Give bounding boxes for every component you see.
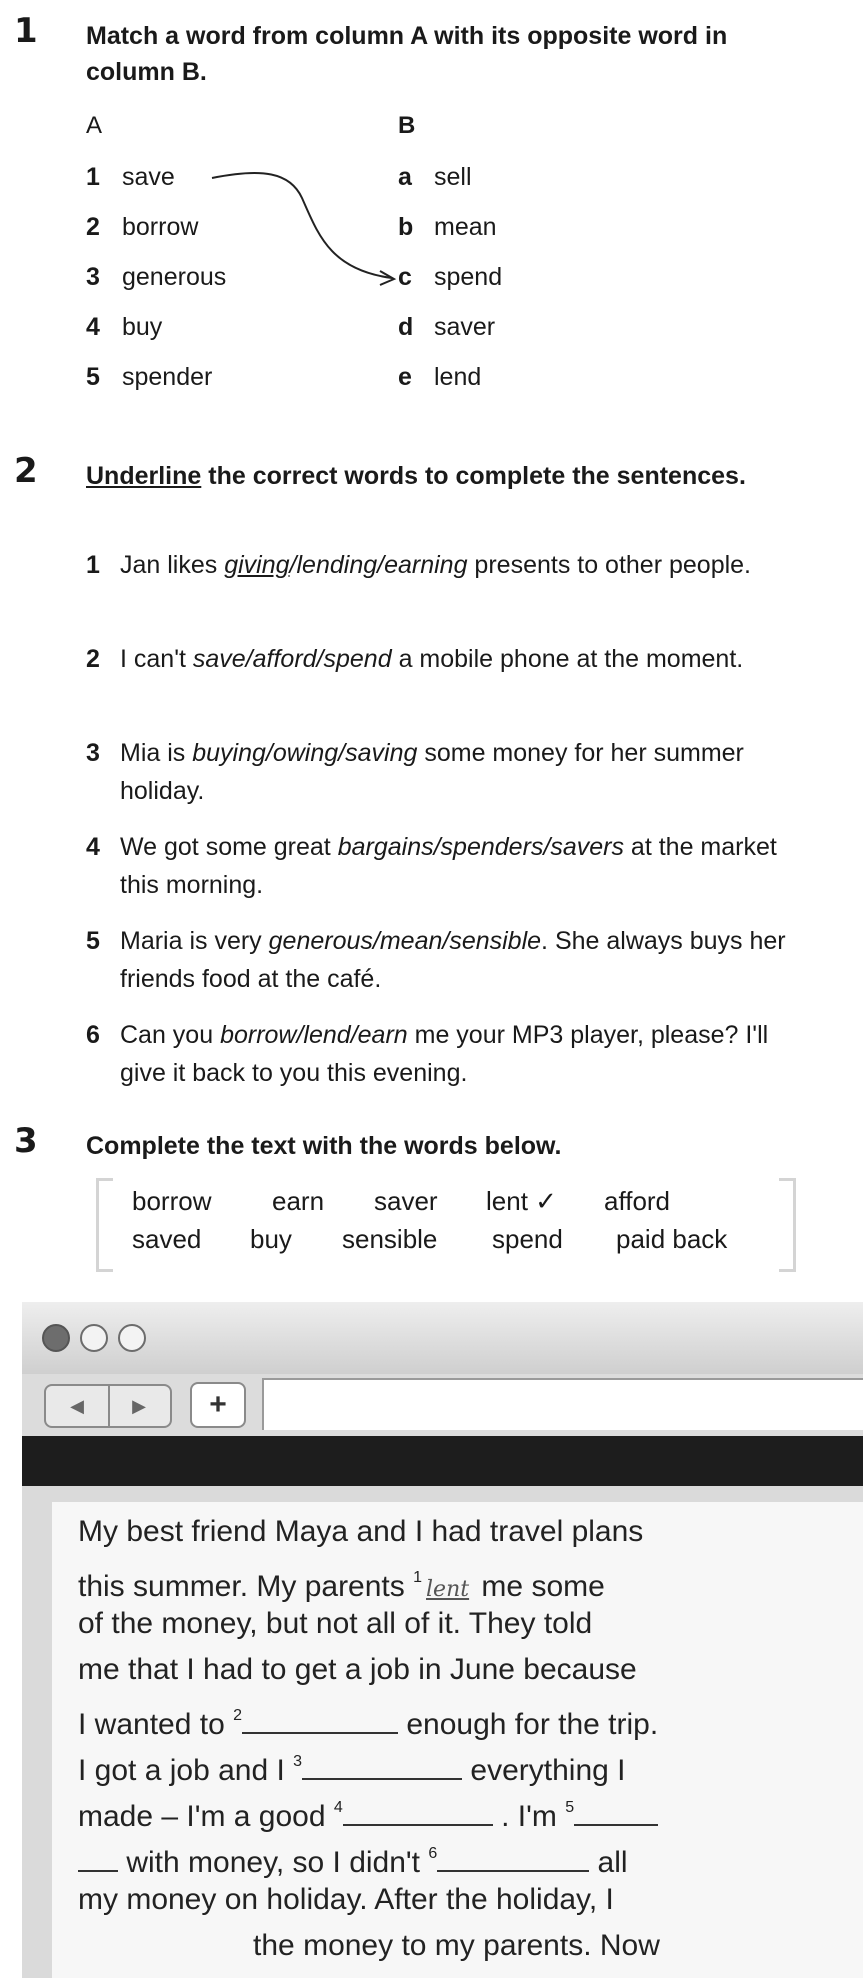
sentence-item: 6 Can you borrow/lend/earn me your MP3 player, please? I'll give it back to you this evening. xyxy=(86,1021,769,1087)
column-a-item: 2 borrow xyxy=(86,213,199,241)
browser-toolbar-strip xyxy=(22,1436,863,1486)
browser-title-bar xyxy=(22,1302,863,1374)
exercise-2-number: 2 xyxy=(14,451,38,491)
story-line: me that I had to get a job in June because xyxy=(78,1653,637,1686)
column-a-item: 5 spender xyxy=(86,363,213,391)
handwritten-answer: lent xyxy=(426,1577,470,1602)
exercise-1-instruction: Match a word from column A with its opposite word in column B. xyxy=(86,22,728,86)
word-option: sensible xyxy=(342,1224,438,1254)
word-option: spend xyxy=(492,1224,563,1254)
word-option: lent ✓ xyxy=(486,1186,557,1216)
column-b-item: c spend xyxy=(398,263,503,291)
word-option: paid back xyxy=(616,1224,728,1254)
underline-keyword: Underline xyxy=(86,462,202,490)
new-tab-button[interactable]: + xyxy=(190,1382,246,1428)
word-option: afford xyxy=(604,1186,671,1216)
word-option: earn xyxy=(272,1186,325,1216)
answer-blank[interactable] xyxy=(343,1800,493,1826)
word-option: borrow xyxy=(132,1186,212,1216)
story-line: of the money, but not all of it. They told xyxy=(78,1607,593,1640)
story-line: made – I'm a good $^4$ . I'm $^5$ xyxy=(78,1790,658,1835)
column-a-item: 1 save xyxy=(86,163,175,191)
sentence-item: 2 I can't save/afford/spend a mobile phone at the moment. xyxy=(86,645,744,673)
forward-button[interactable]: ▶ xyxy=(132,1396,146,1416)
column-a-item: 4 buy xyxy=(86,313,163,341)
story-line: with money, so I didn't $^6$ all xyxy=(78,1836,628,1881)
word-option: saved xyxy=(132,1224,202,1254)
navigation-buttons xyxy=(44,1384,172,1428)
story-line: My best friend Maya and I had travel plans xyxy=(78,1515,644,1548)
story-line: this summer. My parents $^1$ lent me some xyxy=(78,1569,605,1603)
exercise-1-number: 1 xyxy=(14,11,38,51)
answer-blank[interactable] xyxy=(437,1846,589,1872)
word-option: saver xyxy=(374,1186,438,1216)
column-b-item: b mean xyxy=(398,213,497,241)
sentence-item: 4 We got some great bargains/spenders/savers at the market this morning. xyxy=(86,833,777,899)
back-button[interactable]: ◀ xyxy=(46,1386,110,1426)
answer-blank[interactable] xyxy=(302,1754,462,1780)
maximize-icon[interactable] xyxy=(118,1324,146,1352)
exercise-2-instruction: Underline the correct words to complete the sentences. xyxy=(86,462,746,490)
example-match-arrow xyxy=(0,0,863,420)
sentence-item: 5 Maria is very generous/mean/sensible. She always buys her friends food at the café. xyxy=(86,927,786,993)
column-b-heading: B xyxy=(398,112,416,139)
address-bar[interactable] xyxy=(262,1378,863,1430)
word-box xyxy=(96,1178,796,1266)
minimize-icon[interactable] xyxy=(80,1324,108,1352)
underlined-answer: giving xyxy=(224,551,290,579)
story-line: my money on holiday. After the holiday, I xyxy=(78,1883,614,1916)
word-option: buy xyxy=(250,1224,292,1254)
column-b-item: e lend xyxy=(398,363,482,391)
story-line: the money to my parents. Now xyxy=(78,1929,660,1962)
close-icon[interactable] xyxy=(42,1324,70,1352)
answer-blank[interactable] xyxy=(78,1846,118,1872)
story-line: I wanted to $^2$ enough for the trip. xyxy=(78,1707,659,1741)
story-line: I got a job and I $^3$ everything I xyxy=(78,1753,626,1787)
sentence-item: 1 Jan likes giving/lending/earning presents to other people. xyxy=(86,551,752,579)
answer-blank[interactable] xyxy=(574,1800,658,1826)
answer-blank[interactable] xyxy=(242,1708,398,1734)
exercise-3-number: 3 xyxy=(14,1121,38,1161)
word-box-right-bracket xyxy=(779,1178,796,1272)
column-a-heading: A xyxy=(86,112,103,139)
sentence-item: 3 Mia is buying/owing/saving some money for her summer holiday. xyxy=(86,739,744,805)
column-a-item: 3 generous xyxy=(86,263,227,291)
column-b-item: d saver xyxy=(398,313,496,341)
exercise-3-instruction: Complete the text with the words below. xyxy=(86,1132,562,1160)
word-box-left-bracket xyxy=(96,1178,113,1272)
column-b-item: a sell xyxy=(398,163,472,191)
